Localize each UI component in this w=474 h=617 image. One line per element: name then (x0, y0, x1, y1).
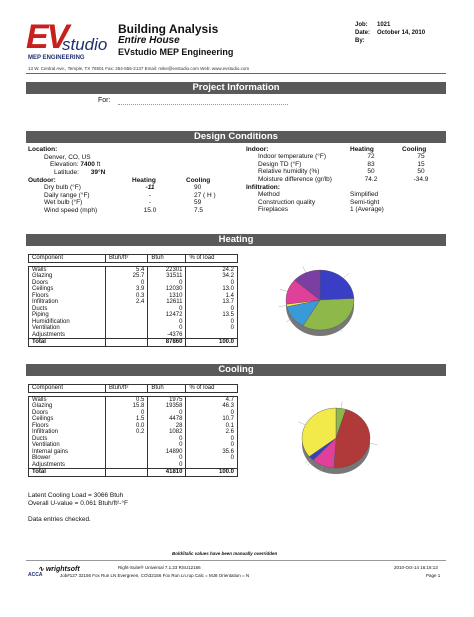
heating-row: Ducts 0 0 (29, 306, 238, 313)
heating-table (28, 254, 238, 347)
heating-row: Doors 0 0 0 (29, 280, 238, 287)
company-address: 13 W. Central Ave., Temple, TX 76501 Fax: 254-556-2137 Email: mike@evstudio.com Web: www.evstudio.com (28, 66, 250, 71)
heating-banner: Heating (26, 234, 446, 246)
indoor-label: Indoor: (246, 146, 269, 153)
heating-row: Walls 5.4 22301 24.2 (29, 266, 238, 273)
cooling-row: Internal gains 14890 35.6 (29, 449, 238, 456)
for-label: For: (98, 97, 111, 104)
heating-pie-leader (303, 266, 306, 272)
cooling-row: Infiltration 0.2 1082 2.6 (29, 429, 238, 436)
cooling-pie-leader (341, 401, 342, 408)
heating-pie-leader (280, 289, 288, 291)
override-note: Bold/italic values have been manually overridden (172, 551, 278, 556)
wrightsoft-wave-icon: ∿ (38, 566, 44, 573)
project-info-banner: Project Information (26, 82, 446, 94)
cooling-pie-chart (286, 400, 386, 484)
cooling-pie-leader (298, 422, 305, 425)
heating-total-row: Total 87860 100.0 (29, 339, 238, 347)
cooling-row: Ventilation 0 0 (29, 442, 238, 449)
cooling-header-row: Component Btuh/ft² Btuh % of load (29, 385, 238, 393)
indoor-heating-values: 72 83 50 74.2 (364, 153, 378, 183)
heating-row: Floors 0.3 1310 1.4 (29, 293, 238, 300)
latent-load: Latent Cooling Load = 3066 Btuh (28, 492, 124, 499)
cooling-row: Floors 0.0 28 0.1 (29, 423, 238, 430)
cooling-pie-leader (369, 443, 377, 444)
report-subtitle: Entire House (118, 35, 180, 46)
heating-row: Glazing 25.7 31511 34.2 (29, 273, 238, 280)
infiltration-rows: Method Construction quality Fireplaces (258, 191, 316, 213)
location-block: Location: Denver, CO, US Elevation: 7400 ft Latitude: 39°N (28, 146, 106, 176)
cooling-row: Blower 0 0 (29, 455, 238, 462)
for-line (118, 104, 288, 105)
logo-studio: studio (62, 35, 108, 54)
cooling-row: Ceilings 1.5 4478 10.7 (29, 416, 238, 423)
indoor-heating-header: Heating (350, 146, 374, 153)
cooling-row: Walls 0.5 1975 4.7 (29, 396, 238, 403)
wrightsoft-logo: ∿ wrightsoft (38, 566, 80, 573)
infiltration-values: Simplified Semi-tight 1 (Average) (350, 191, 384, 213)
outdoor-cooling-values: 90 27 ( H ) 59 7.5 (194, 184, 216, 214)
logo-ev: EV (26, 18, 68, 56)
heating-row: Ventilation 0 0 (29, 325, 238, 332)
page-number: Page 1 (426, 573, 441, 578)
report-title: Building Analysis (118, 22, 219, 36)
heating-row: Ceilings 3.9 12030 13.0 (29, 286, 238, 293)
outdoor-label: Outdoor: (28, 177, 56, 184)
heating-pie-leader (343, 273, 349, 278)
design-conditions-banner: Design Conditions (26, 131, 446, 143)
outdoor-rows: Dry bulb (°F) Daily range (°F) Wet bulb (°F) Wind speed (mph) (44, 184, 98, 214)
cooling-row: Doors 0 0 0 (29, 410, 238, 417)
outdoor-heating-values: -11 - - 15.0 (143, 184, 157, 214)
heating-row: Infiltration 2.4 12611 13.7 (29, 299, 238, 306)
cooling-table (28, 384, 238, 477)
project-file: Job#127 32156 Fox Run LN Evergreen, CO\32156 Fox Run Ln.rup Calc = MJ8 Orientation = N (60, 573, 250, 578)
company-name: EVstudio MEP Engineering (118, 47, 234, 57)
cooling-banner: Cooling (26, 364, 446, 376)
heating-row: Adjustments -4376 (29, 332, 238, 339)
summary-block (28, 492, 128, 508)
heating-row: Humidification 0 0 (29, 319, 238, 326)
cooling-row: Glazing 15.8 19358 46.3 (29, 403, 238, 410)
software-version: Right-Suite® Universal 7.1.23 RSU12166 (118, 565, 201, 570)
heating-pie-leader (279, 305, 287, 306)
indoor-cooling-header: Cooling (402, 146, 427, 153)
infiltration-label: Infiltration: (246, 184, 280, 191)
outdoor-cooling-header: Cooling (186, 177, 211, 184)
outdoor-heating-header: Heating (132, 177, 156, 184)
data-checked-note: Data entries checked. (28, 516, 91, 523)
indoor-cooling-values: 75 15 50 -34.9 (413, 153, 429, 183)
heating-pie-chart (270, 262, 370, 346)
header-rule (26, 73, 446, 74)
job-info: Job: 1021 Date: October 14, 2010 By: (355, 22, 426, 44)
acca-logo: ACCA (28, 572, 43, 578)
print-date: 2010-Oct-14 16:16:13 (394, 565, 438, 570)
cooling-row: Ducts 0 0 (29, 436, 238, 443)
indoor-rows: Indoor temperature (°F) Design TD (°F) Relative humidity (%) Moisture difference (gr/lb) (258, 153, 332, 183)
cooling-total-row: Total 41810 100.0 (29, 469, 238, 477)
heating-row: Piping 12472 13.5 (29, 312, 238, 319)
heating-header-row: Component Btuh/ft² Btuh % of load (29, 255, 238, 263)
logo-subtitle: MEP ENGINEERING (28, 55, 85, 61)
cooling-row: Adjustments 0 (29, 462, 238, 469)
footer-rule (26, 560, 446, 561)
overall-u-value: Overall U-value = 0.061 Btuh/ft²-°F (28, 500, 128, 507)
heating-pie-slice-walls (320, 270, 354, 300)
